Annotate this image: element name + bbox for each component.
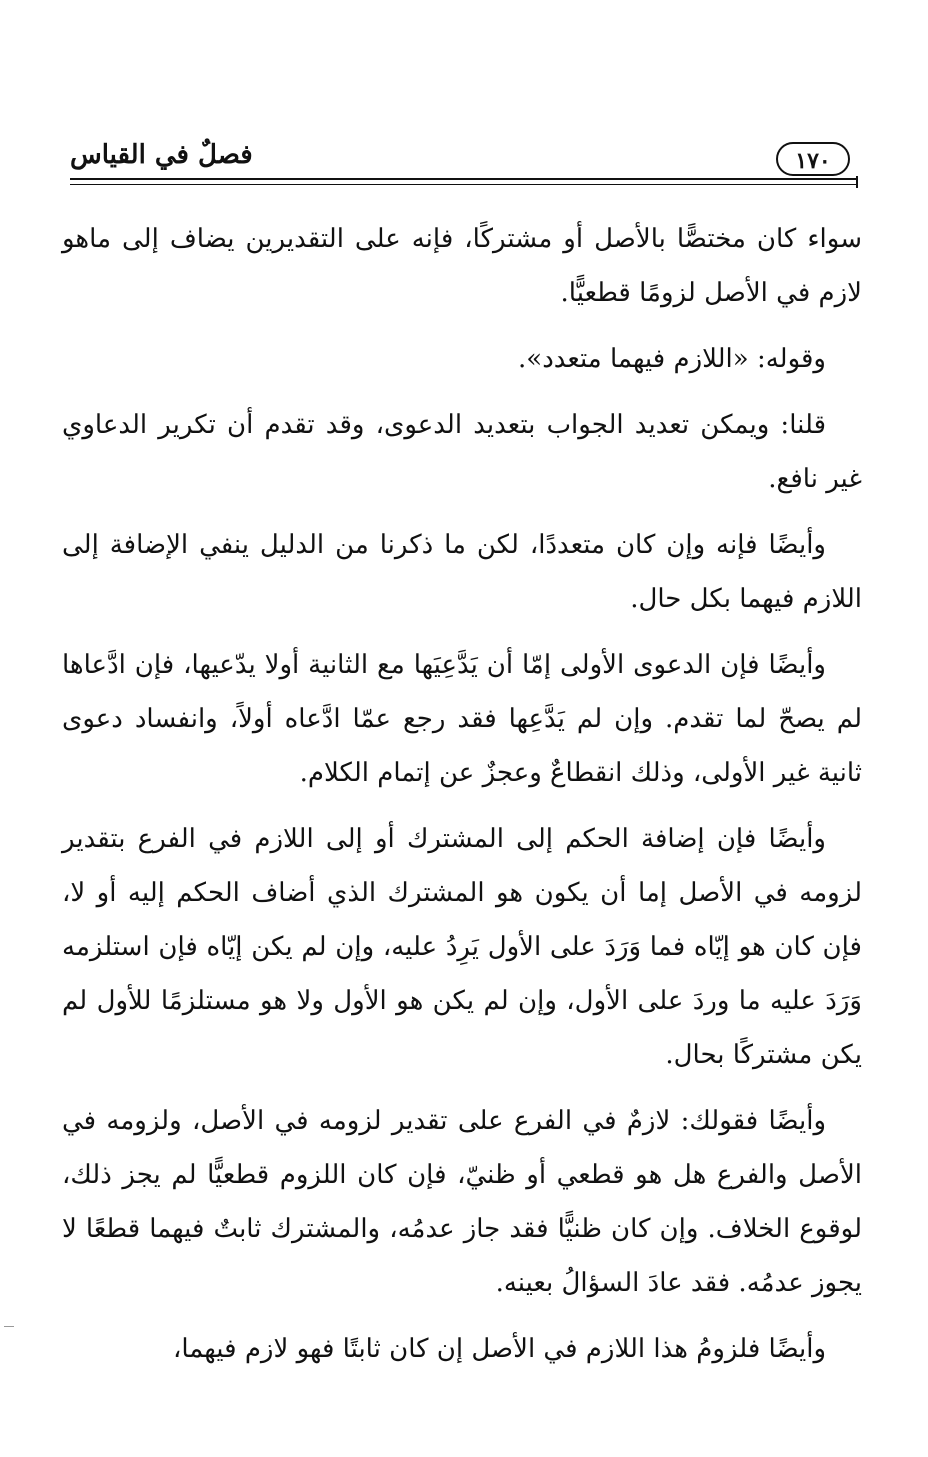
- paragraph: وأيضًا فقولك: لازمٌ في الفرع على تقدير لزومه في الأصل، ولزومه في الأصل والفرع هل هو قطعي أو ظنيّ، فإن كان اللزوم قطعيًّا لم يجز ذلك، لوقوع الخلاف. وإن كان ظنيًّا فقد جاز عدمُه، والمشترك ثابتٌ فيهما قطعًا لا يجوز عدمُه. فقد عادَ السؤالُ بعينه.: [62, 1106, 862, 1298]
- header-rule: [70, 178, 858, 180]
- paragraph: قلنا: ويمكن تعديد الجواب بتعديد الدعوى، وقد تقدم أن تكرير الدعاوي غير نافع.: [62, 410, 862, 494]
- paragraph: وأيضًا فإنه وإن كان متعددًا، لكن ما ذكرنا من الدليل ينفي الإضافة إلى اللازم فيهما بكل حال.: [62, 530, 862, 614]
- scan-margin-mark: [4, 1326, 14, 1327]
- running-head-title: فصلٌ في القياس: [70, 140, 253, 170]
- page-number-badge: ١٧٠: [776, 142, 850, 176]
- page-header: [70, 138, 850, 188]
- paragraph: وأيضًا فإن إضافة الحكم إلى المشترك أو إلى اللازم في الفرع بتقدير لزومه في الأصل إما أن يكون هو المشترك الذي أضاف الحكم إليه أو لا، فإن كان هو إيّاه فما وَرَدَ على الأول يَرِدُ عليه، وإن لم يكن إيّاه فإن استلزمه وَرَدَ عليه ما وردَ على الأول، وإن لم يكن هو الأول ولا هو مستلزمًا للأول لم يكن مشتركًا بحال.: [62, 824, 862, 1070]
- paragraph: وقوله: «اللازم فيهما متعدد».: [518, 344, 826, 374]
- paragraph: وأيضًا فإن الدعوى الأولى إمّا أن يَدَّعِيَها مع الثانية أولا يدّعيها، فإن ادَّعاها لم يصحّ لما تقدم. وإن لم يَدَّعِها فقد رجع عمّا ادَّعاه أولاً، وانفساد دعوى ثانية غير الأولى، وذلك انقطاعٌ وعجزٌ عن إتمام الكلام.: [62, 650, 862, 788]
- paragraph: وأيضًا فلزومُ هذا اللازم في الأصل إن كان ثابتًا فهو لازم فيهما،: [172, 1334, 826, 1364]
- body-text: [62, 212, 862, 1388]
- paragraph: سواء كان مختصًّا بالأصل أو مشتركًا، فإنه على التقديرين يضاف إلى ماهو لازم في الأصل لزومًا قطعيًّا.: [62, 224, 862, 308]
- header-rule-end-mark: [856, 176, 858, 188]
- header-rule-thin: [70, 184, 858, 185]
